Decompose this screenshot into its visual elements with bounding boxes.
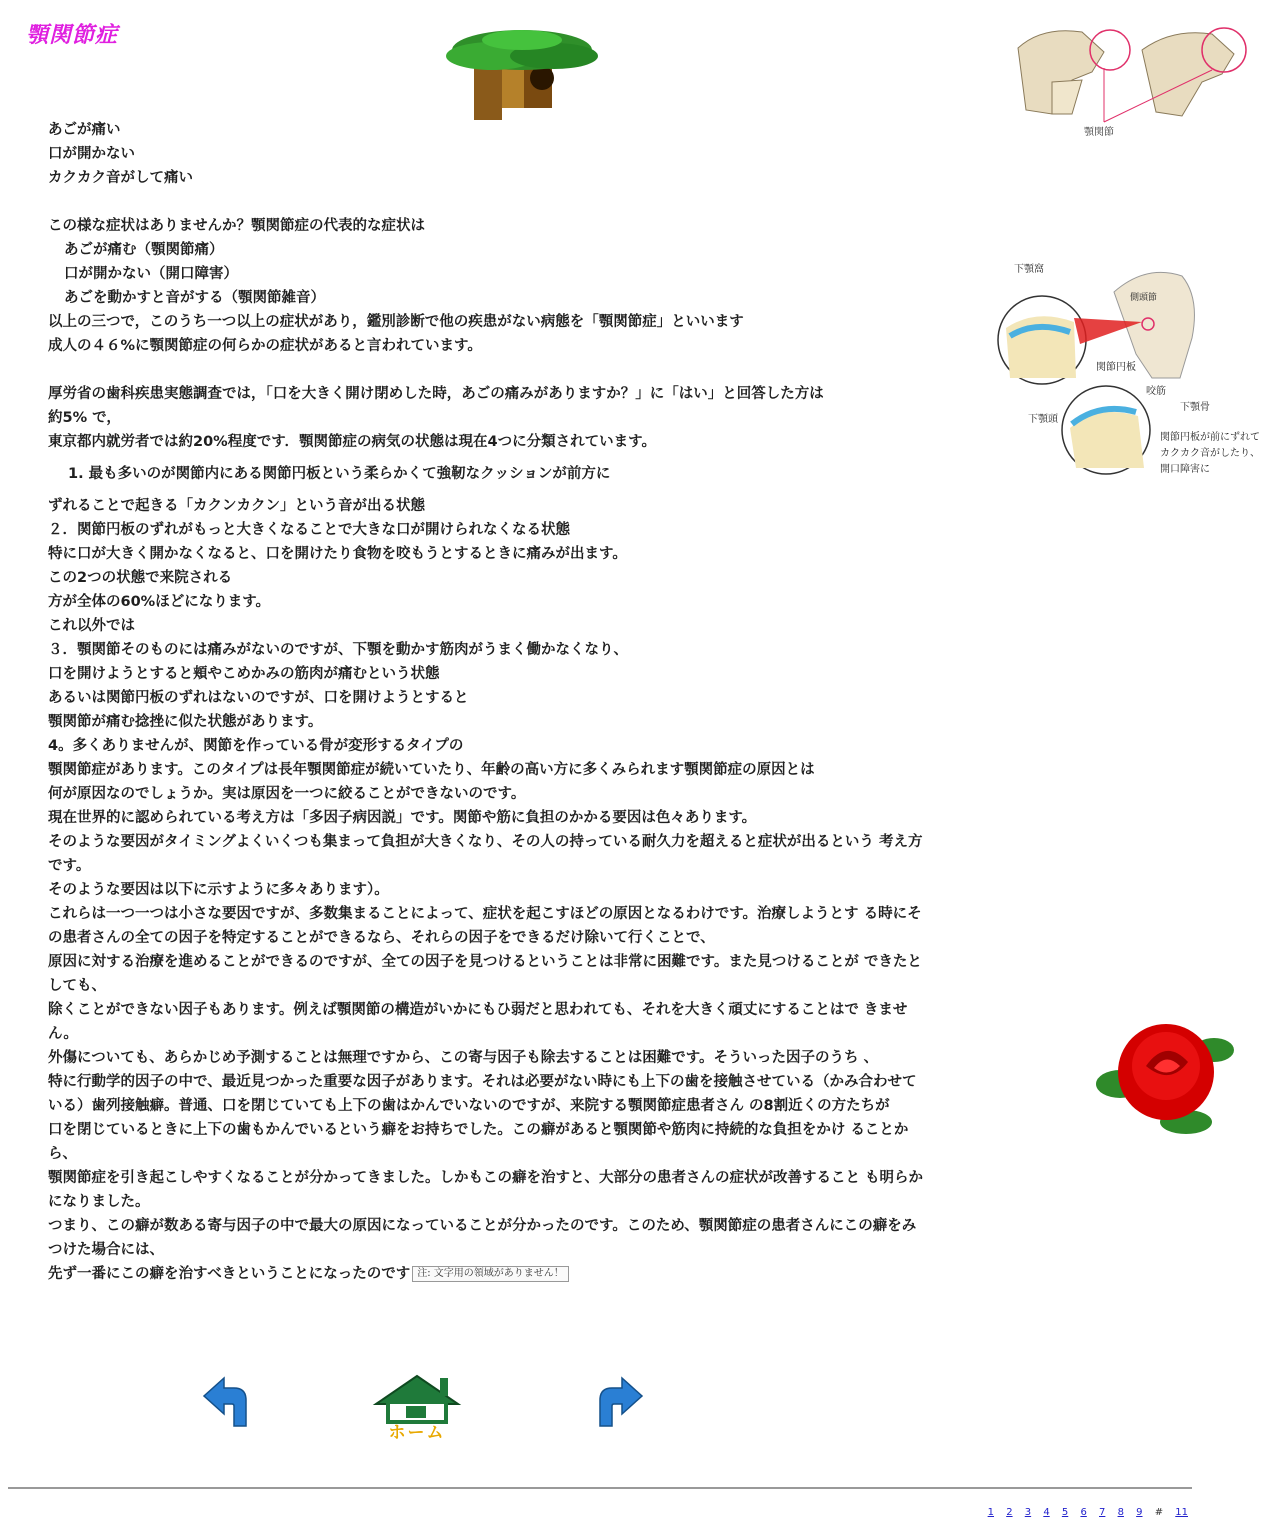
page-link-3[interactable]: 3 [1024, 1507, 1032, 1518]
paragraph-line: これ以外では [48, 618, 135, 634]
paragraph-line: この2つの状態で来院される [48, 570, 233, 586]
paragraph-line: 厚労省の歯科疾患実態調査では，「口を大きく開け閉めした時，あごの痛みがありますか？」に「はい」と回答した方は [48, 386, 824, 402]
home-label[interactable]: ホーム [388, 1423, 446, 1443]
tmj-detail-diagram [996, 258, 1264, 483]
paragraph-line: 顎関節症を引き起こしやすくなることが分かってきました。しかもこの癖を治すと、大部分の患者さんの症状が改善すること も明らかになりました。 [48, 1170, 924, 1210]
paragraph-line: 成人の４６%に顎関節症の何らかの症状があると言われています。 [48, 338, 482, 354]
paragraph-line: これらは一つ一つは小さな要因ですが、多数集まることによって、症状を起こすほどの原因となるわけです。治療しようとす る時にその患者さんの全ての因子を特定することができるなら、それらの因子をできるだけ除いて行くことで、 [48, 906, 922, 946]
paragraph-line: 現在世界的に認められている考え方は「多因子病因説」です。関節や筋に負担のかかる要因は色々あります。 [48, 810, 757, 826]
back-arrow-icon[interactable] [200, 1370, 262, 1432]
symptom-line: あごが痛い [48, 122, 121, 138]
broken-image-placeholder: 注: 文字用の領域がありません！ [412, 1266, 569, 1282]
paragraph-line: 4。多くありませんが、関節を作っている骨が変形するタイプの [48, 738, 464, 754]
page-title: 顎関節症 [26, 23, 119, 48]
paragraph-line: 原因に対する治療を進めることができるのですが、全ての因子を見つけるということは非常に困難です。また見つけることが できたとしても、 [48, 954, 922, 994]
tree-house-icon [442, 28, 608, 120]
paragraph-line: 特に行動学的因子の中で、最近見つかった重要な因子があります。それは必要がない時にも上下の歯を接触させている（かみ合わせている）歯列接触癖。普通、口を閉じていても上下の歯はかんでいないのですが、来院する顎関節症患者さん の8割近くの方たちが [48, 1074, 917, 1114]
page-link-5[interactable]: 5 [1061, 1507, 1069, 1518]
jaw-diagram-label: 顎関節 [1084, 127, 1114, 138]
svg-text:関節円板が前にずれて: 関節円板が前にずれて [1160, 432, 1260, 443]
page-link-11[interactable]: 11 [1175, 1507, 1188, 1518]
page-link-1[interactable]: 1 [987, 1507, 994, 1518]
page-link-2[interactable]: 2 [1006, 1507, 1013, 1518]
paragraph-line: つまり、この癖が数ある寄与因子の中で最大の原因になっていることが分かったのです。このため、顎関節症の患者さんにこの癖をみつけた場合には、 [48, 1218, 917, 1258]
paragraph-line: 顎関節症があります。このタイプは長年顎関節症が続いていたり、年齢の高い方に多くみられます顎関節症の原因とは [48, 762, 815, 778]
paragraph-line: 口を閉じているときに上下の歯もかんでいるという癖をお持ちでした。この癖があると顎関節や筋肉に持続的な負担をかけ ることから、 [48, 1122, 909, 1162]
symptom-line: 口が開かない [48, 146, 135, 162]
footer-divider [8, 1487, 1192, 1489]
pagination [979, 1507, 1188, 1518]
symptom-item: あごを動かすと音がする（顎関節雑音） [64, 290, 325, 306]
paragraph-line [48, 1262, 928, 1286]
svg-text:関節円板: 関節円板 [1096, 362, 1136, 373]
symptom-item: あごが痛む（顎関節痛） [64, 242, 224, 258]
rose-icon [1094, 1010, 1234, 1140]
svg-text:下顎頭: 下顎頭 [1028, 414, 1058, 425]
paragraph-line: この様な症状はありませんか？顎関節症の代表的な症状は [48, 218, 425, 234]
paragraph-line: 顎関節が痛む捻挫に似た状態があります。 [48, 714, 323, 730]
paragraph-line: あるいは関節円板のずれはないのですが、口を開けようとすると [48, 690, 469, 706]
svg-text:下顎骨: 下顎骨 [1180, 402, 1210, 413]
article-body [48, 118, 928, 1286]
home-button[interactable] [370, 1370, 464, 1442]
paragraph-line: 何が原因なのでしょうか。実は原因を一つに絞ることができないのです。 [48, 786, 526, 802]
page-current: # [1154, 1507, 1164, 1518]
paragraph-line: 東京都内就労者では約20%程度です．顎関節症の病気の状態は現在4つに分類されています。 [48, 434, 656, 450]
svg-text:下顎窩: 下顎窩 [1014, 264, 1044, 275]
page-link-8[interactable]: 8 [1117, 1507, 1124, 1518]
paragraph-line: そのような要因は以下に示すように多々あります）。 [48, 882, 389, 898]
page-link-6[interactable]: 6 [1080, 1507, 1087, 1518]
svg-text:開口障害に: 開口障害に [1160, 464, 1210, 475]
page-link-9[interactable]: 9 [1136, 1507, 1143, 1518]
page-link-7[interactable]: 7 [1099, 1507, 1106, 1518]
closing-line: 先ず一番にこの癖を治すべきということになったのです [48, 1266, 411, 1282]
symptom-item: 口が開かない（開口障害） [64, 266, 238, 282]
symptom-line: カクカク音がして痛い [48, 170, 193, 186]
paragraph-line: ２．関節円板のずれがもっと大きくなることで大きな口が開けられなくなる状態 [48, 522, 570, 538]
paragraph-line: 外傷についても、あらかじめ予測することは無理ですから、この寄与因子も除去することは困難です。そういった因子のうち 、 [48, 1050, 879, 1066]
paragraph-line: 以上の三つで，このうち一つ以上の症状があり，鑑別診断で他の疾患がない病態を「顎関節症」といいます [48, 314, 744, 330]
svg-text:側頭節: 側頭節 [1130, 293, 1158, 303]
paragraph-line: そのような要因がタイミングよくいくつも集まって負担が大きくなり、その人の持っている耐久力を超えると症状が出るという 考え方です。 [48, 834, 923, 874]
paragraph-line: ３．顎関節そのものには痛みがないのですが、下顎を動かす筋肉がうまく働かなくなり、 [48, 642, 628, 658]
paragraph-line: ずれることで起きる「カクンカクン」という音が出る状態 [48, 498, 425, 514]
jaw-skull-diagram [1012, 22, 1252, 142]
svg-text:咬筋: 咬筋 [1146, 386, 1166, 397]
list-item: 1. 最も多いのが関節内にある関節円板という柔らかくて強靭なクッションが前方に [68, 466, 611, 482]
paragraph-line: 除くことができない因子もあります。例えば顎関節の構造がいかにもひ弱だと思われても、それを大きく頑丈にすることはで きません。 [48, 1002, 908, 1042]
paragraph-line: 約5% で， [48, 410, 121, 426]
svg-text:カクカク音がしたり、: カクカク音がしたり、 [1160, 448, 1260, 459]
page-link-4[interactable]: 4 [1043, 1507, 1050, 1518]
paragraph-line: 口を開けようとすると頬やこめかみの筋肉が痛むという状態 [48, 666, 440, 682]
paragraph-line: 方が全体の60%ほどになります。 [48, 594, 271, 610]
forward-arrow-icon[interactable] [584, 1370, 646, 1432]
paragraph-line: 特に口が大きく開かなくなると、口を開けたり食物を咬もうとするときに痛みが出ます。 [48, 546, 627, 562]
